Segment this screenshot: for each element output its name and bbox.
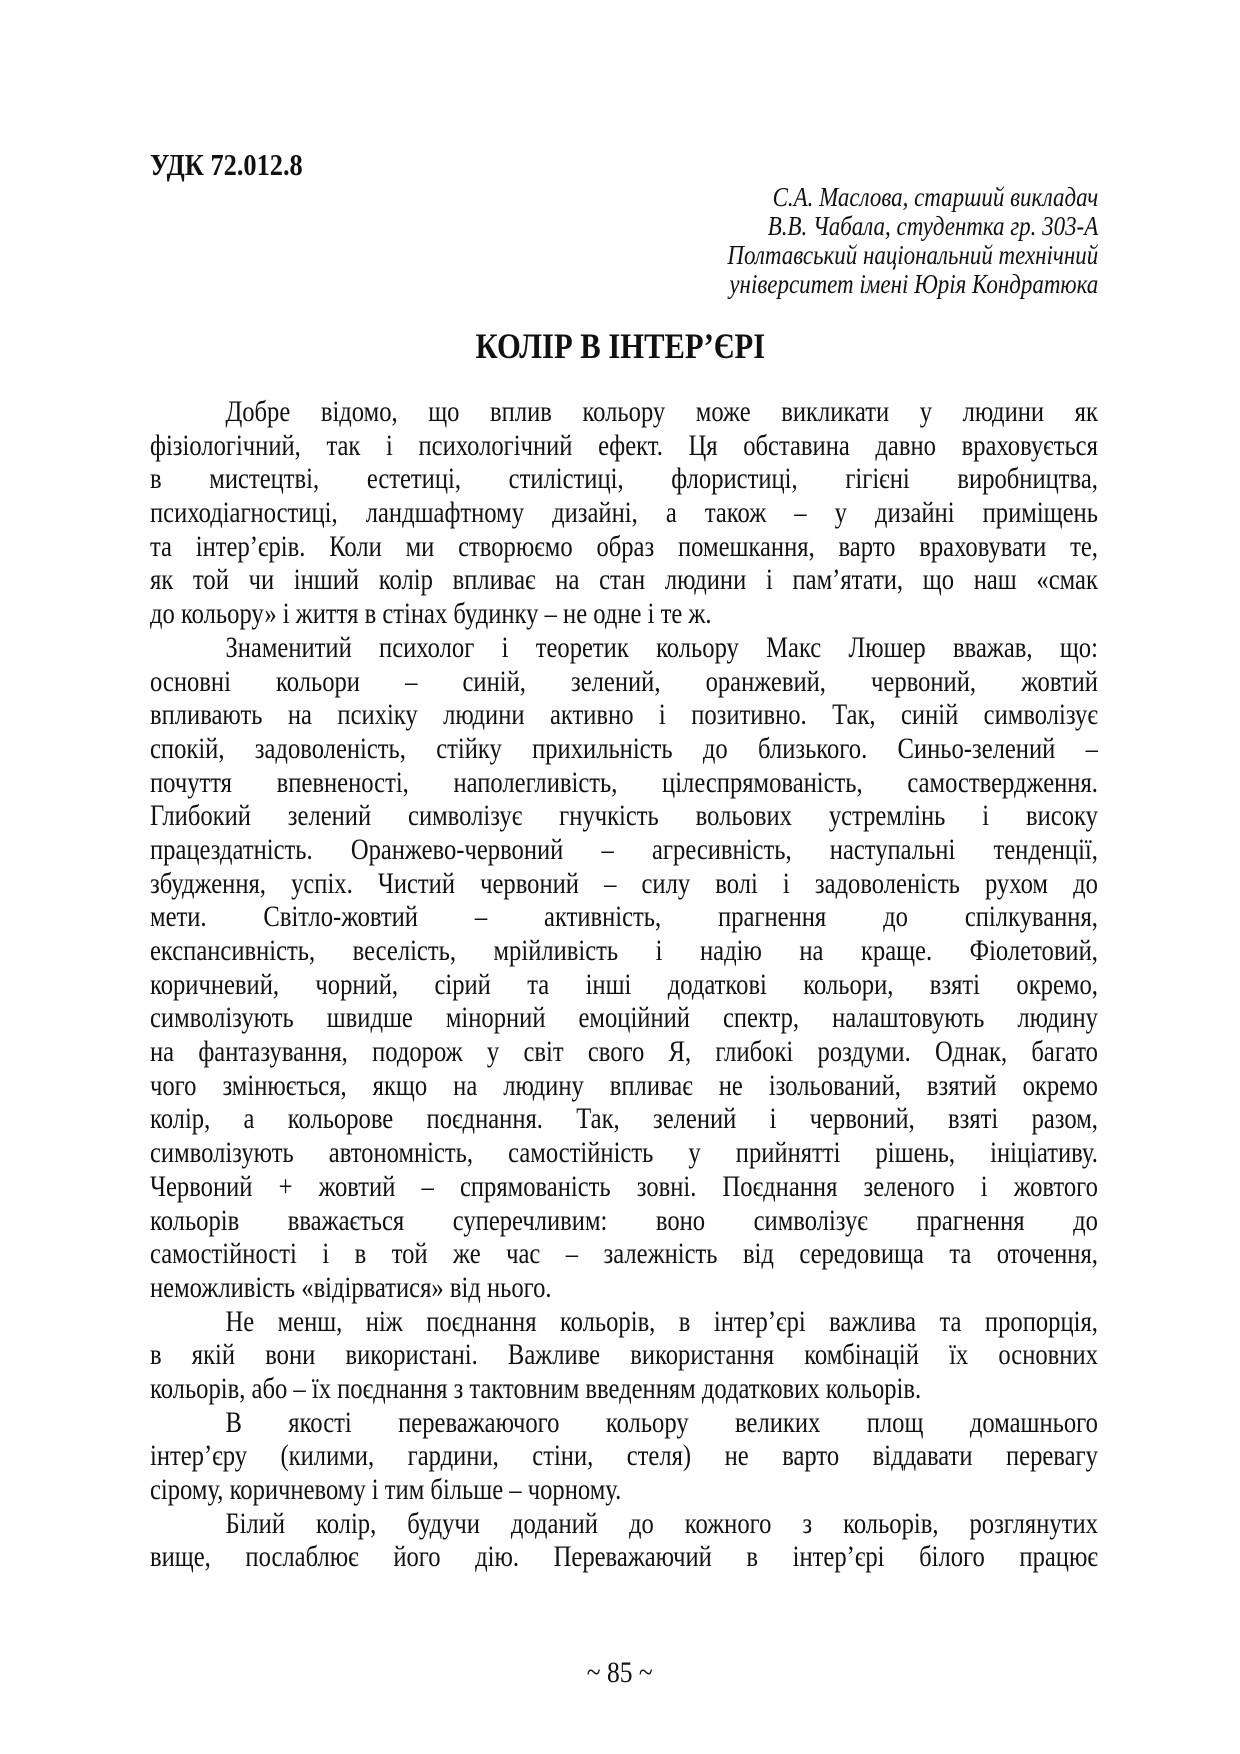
page-number [0,1656,1240,1690]
text-line-content: Білий колір, будучи доданий до кожного з кольорів, розглянутих [225,1506,1098,1540]
text-line-content: фізіологічний, так і психологічний ефект. Ця обставина давно враховується [150,428,1098,462]
text-line [150,1001,1098,1035]
page-number-text: ~ 85 ~ [587,1656,653,1689]
text-line-content: Добре відомо, що вплив кольору може викликати у людини як [225,395,1098,428]
text-line [150,1473,1098,1507]
text-line-content: Не менш, ніж поєднання кольорів, в інтер’єрі важлива та пропорція, [225,1304,1098,1338]
text-line-content: символізують швидше мінорний емоційний спектр, налаштовують людину [150,1001,1098,1035]
text-line-content: Знаменитий психолог і теоретик кольору Макс Люшер вважав, що: [225,630,1098,664]
text-line [150,934,1098,968]
text-line [150,1035,1098,1069]
text-line-content: на фантазування, подорож у світ свого Я, глибокі роздуми. Однак, багато [150,1035,1098,1069]
text-line [150,429,1098,463]
text-line [150,1406,1098,1440]
text-line [150,1271,1098,1305]
text-line [150,732,1098,766]
text-line [150,1507,1098,1541]
text-line [150,1305,1098,1339]
text-line-content: інтер’єру (килими, гардини, стіни, стеля) не варто віддавати перевагу [150,1439,1098,1473]
article-title [0,326,1240,366]
text-line [150,1102,1098,1136]
text-line [150,766,1098,800]
paragraph [150,1305,1098,1406]
text-line [150,968,1098,1002]
text-line [150,395,1098,429]
text-line-content: В якості переважаючого кольору великих площ домашнього [225,1405,1098,1439]
text-line-content: впливають на психіку людини активно і позитивно. Так, синій символізує [150,698,1098,732]
text-line-content: працездатність. Оранжево-червоний – агресивність, наступальні тенденції, [150,832,1098,866]
text-line [150,1237,1098,1271]
text-line [150,698,1098,732]
text-line-content: як той чи інший колір впливає на стан людини і пам’ятати, що наш «смак [150,563,1098,597]
text-line-content: коричневий, чорний, сірий та інші додаткові кольори, взяті окремо, [150,967,1098,1001]
text-line-content: кольорів, або – їх поєднання з тактовним введенням додаткових кольорів. [150,1371,922,1405]
text-line [150,462,1098,496]
text-line [150,665,1098,699]
text-line-content: психодіагностиці, ландшафтному дизайні, а також – у дизайні приміщень [150,496,1098,530]
text-line-content: та інтер’єрів. Коли ми створюємо образ помешкання, варто враховувати те, [150,529,1098,563]
text-line-content: експансивність, веселість, мрійливість і надію на краще. Фіолетовий, [150,934,1098,967]
text-line [150,1439,1098,1473]
text-line-content: вище, послаблює його дію. Переважаючий в інтер’єрі білого працює [150,1540,1098,1574]
text-line [150,799,1098,833]
paragraph [150,1406,1098,1507]
udc-code [150,148,330,182]
text-line-content: кольорів вважається суперечливим: воно символізує прагнення до [150,1203,1098,1237]
author-line: В.В. Чабала, студентка гр. 303-А [767,211,1098,241]
text-line [150,1540,1098,1574]
author-block [662,183,1098,299]
text-line [150,496,1098,530]
text-line-content: сірому, коричневому і тим більше – чорному. [150,1473,622,1506]
affiliation-line: університет імені Юрія Кондратюка [729,269,1098,299]
paragraph [150,395,1098,631]
text-line [150,563,1098,597]
text-line [150,530,1098,564]
text-line-content: в мистецтві, естетиці, стилістиці, флористиці, гігієні виробництва, [150,462,1098,496]
affiliation-line: Полтавський національний технічний [727,240,1098,270]
text-line-content: неможливість «відірватися» від нього. [150,1270,552,1304]
paragraph [150,1507,1098,1574]
text-line-content: символізують автономність, самостійність у прийнятті рішень, ініціативу. [150,1136,1098,1170]
text-line [150,900,1098,934]
text-line [150,1338,1098,1372]
text-line [150,1069,1098,1103]
text-line [150,1136,1098,1170]
article-title-text: КОЛІР В ІНТЕР’ЄРІ [475,326,765,366]
text-line [150,867,1098,901]
text-line-content: колір, а кольорове поєднання. Так, зелений і червоний, взяті разом, [150,1102,1098,1136]
text-line-content: Червоний + жовтий – спрямованість зовні. Поєднання зеленого і жовтого [150,1169,1098,1203]
paragraph [150,631,1098,1305]
text-line-content: почуття впевненості, наполегливість, цілеспрямованість, самоствердження. [150,765,1098,799]
article-body [150,395,1098,1574]
text-line [150,1372,1098,1406]
text-line [150,1204,1098,1238]
text-line-content: мети. Світло-жовтий – активність, прагнення до спілкування, [150,900,1098,934]
text-line [150,631,1098,665]
text-line-content: Глибокий зелений символізує гнучкість вольових устремлінь і високу [150,799,1098,833]
text-line-content: спокій, задоволеність, стійку прихильність до близького. Синьо-зелений – [150,731,1098,765]
udc-code-text: УДК 72.012.8 [150,147,303,182]
text-line-content: в якій вони використані. Важливе використання комбінацій їх основних [150,1338,1098,1372]
text-line [150,597,1098,631]
text-line-content: збудження, успіх. Чистий червоний – силу волі і задоволеність рухом до [150,866,1098,900]
text-line [150,1170,1098,1204]
author-line: С.А. Маслова, старший викладач [772,182,1098,212]
text-line-content: до кольору» і життя в стінах будинку – не одне і те ж. [150,597,712,631]
text-line-content: самостійності і в той же час – залежність від середовища та оточення, [150,1237,1098,1271]
text-line-content: чого змінюється, якщо на людину впливає не ізольований, взятий окремо [150,1068,1098,1102]
text-line-content: основні кольори – синій, зелений, оранжевий, червоний, жовтий [150,664,1098,698]
text-line [150,833,1098,867]
